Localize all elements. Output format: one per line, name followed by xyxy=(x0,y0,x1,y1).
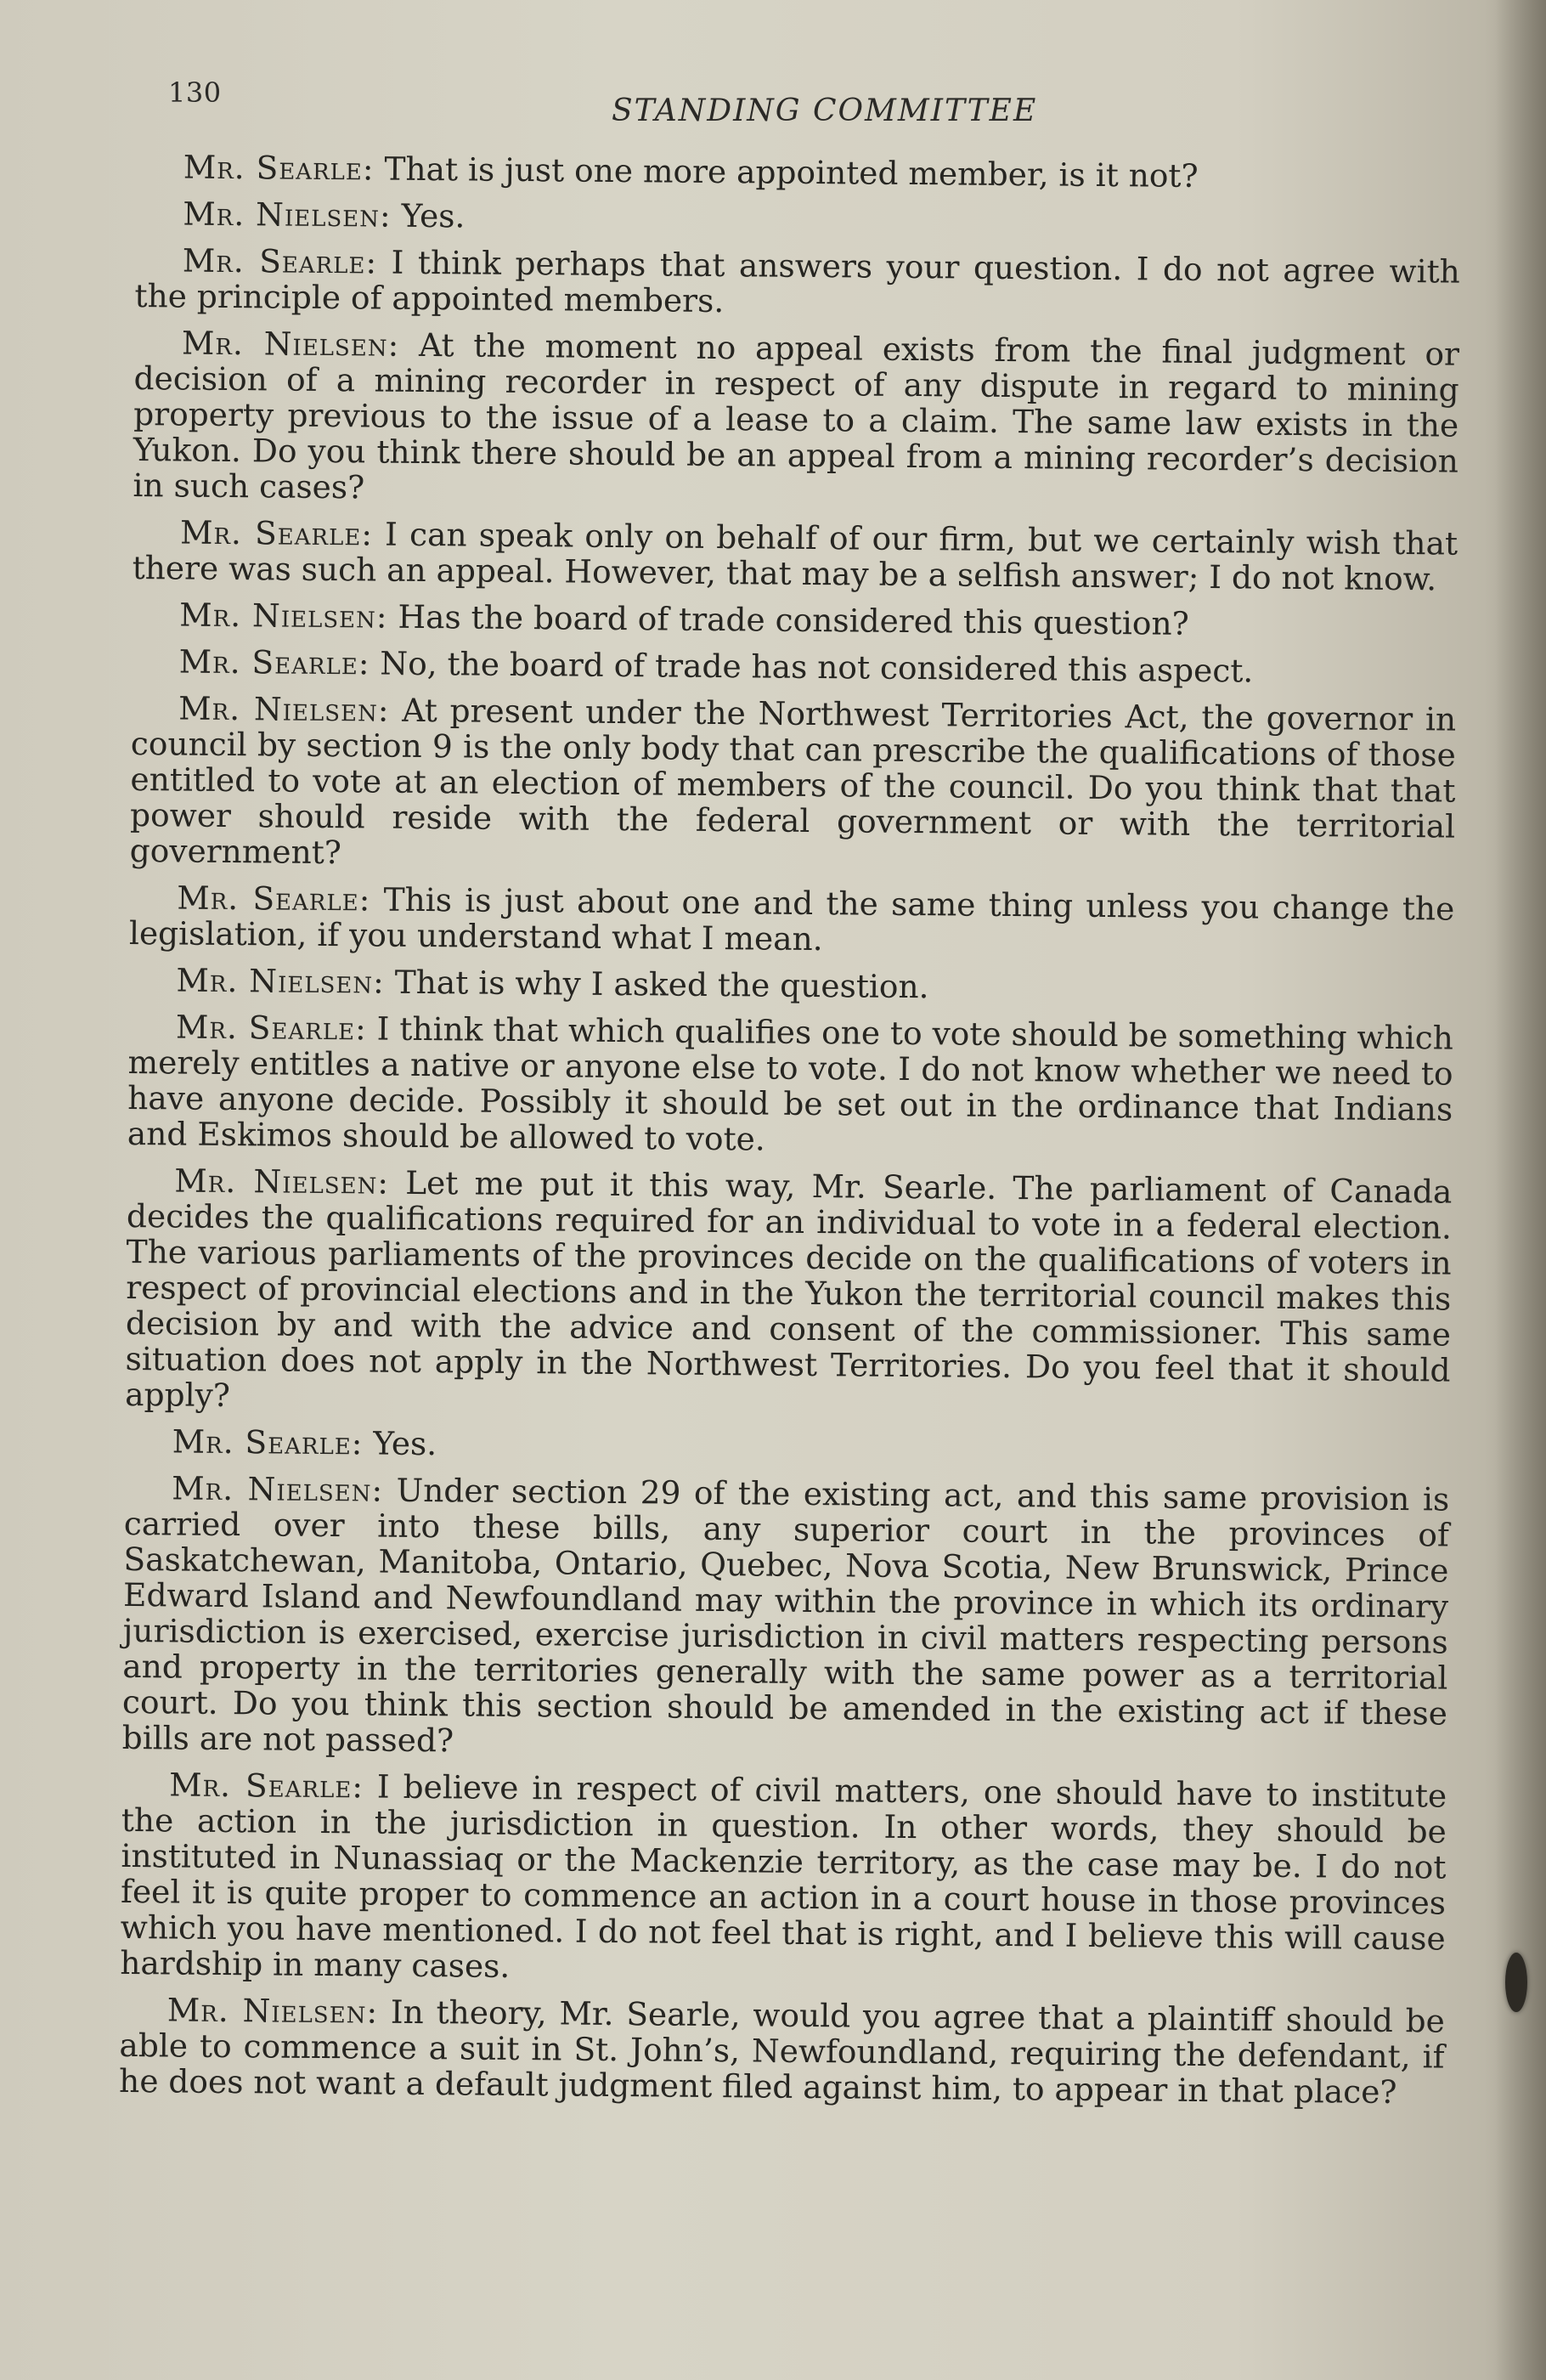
transcript-paragraph xyxy=(120,1767,1447,1993)
speech-text: At the moment no appeal exists from the final judgment or decision of a mining recorder in respect of any dispute in regard to mining property previous to the issue of a lease to a claim. The same law exists in the Yukon. Do you think there should be an appeal from a mining recorder’s decision in such cases? xyxy=(133,325,1460,506)
speech-text: In theory, Mr. Searle, would you agree that a plaintiff should be able to commence a suit in St. John’s, Newfoundland, requiring the defendant, if he does not want a default judgment filed against him, to appear in that place? xyxy=(118,1993,1446,2111)
transcript-paragraph xyxy=(132,596,1457,644)
transcript-paragraph xyxy=(135,195,1460,243)
speaker-label: Mr. Nielsen: xyxy=(183,195,392,235)
speaker-label: Mr. Searle: xyxy=(169,1766,364,1806)
speech-text: Has the board of trade considered this question? xyxy=(387,597,1189,642)
speech-text: Let me put it this way, Mr. Searle. The parliament of Canada decides the qualifications required for an individual to vote in a federal election. The various parliaments of the provinces decide on the qualifications of voters in respect of provincial elections and in the Yukon the territorial council makes this decision by and with the advice and consent of the commissioner. This same situation does not apply in the Northwest Territories. Do you feel that it should apply? xyxy=(125,1163,1453,1415)
transcript-paragraph xyxy=(133,514,1459,597)
page-header xyxy=(0,71,1546,139)
speaker-label: Mr. Searle: xyxy=(183,148,375,188)
speech-text: I believe in respect of civil matters, one should have to institute the action in the jurisdiction in question. In other words, they should be instituted in Nunassiaq or the Mackenzie territory, as the case may be. I do not feel it is quite proper to commence an action in a court house in those provinces which you have mentioned. I do not feel that is right, and I believe this will cause hardship in many cases. xyxy=(120,1767,1447,1985)
speaker-label: Mr. Searle: xyxy=(182,241,378,281)
transcript-paragraph xyxy=(130,690,1457,880)
transcript-paragraph xyxy=(127,1009,1453,1163)
speaker-label: Mr. Searle: xyxy=(177,879,371,919)
transcript-paragraph xyxy=(133,325,1459,515)
binding-shadow xyxy=(1495,0,1546,2380)
binding-hole xyxy=(1505,1953,1527,2012)
running-head: STANDING COMMITTEE xyxy=(612,93,1038,128)
page-number: 130 xyxy=(168,76,222,109)
speaker-label: Mr. Searle: xyxy=(179,513,374,553)
transcript-paragraph xyxy=(136,149,1461,196)
speaker-label: Mr. Nielsen: xyxy=(176,961,385,1001)
transcript-paragraph xyxy=(125,1423,1450,1471)
speech-text: I can speak only on behalf of our firm, but we certainly wish that there was such an appeal. However, that may be a selfish answer; I do not know. xyxy=(132,515,1459,598)
speech-text: Under section 29 of the existing act, and this same provision is carried over into these bills, any superior court in the provinces of Saskatchewan, Manitoba, Ontario, Quebec, Nova Scotia, New Brunswick, Prince Edward Island and Newfoundland may within the province in which its ordinary jurisdiction is exercised, exercise jurisdiction in civil matters respecting persons and property in the territories generally with the same power as a territorial court. Do you think this section should be amended in the existing act if these bills are not passed? xyxy=(121,1471,1450,1760)
speech-text: I think that which qualifies one to vote should be something which merely entitles a native or anyone else to vote. I do not know whether we need to have anyone decide. Possibly it should be set out in the ordinance that Indians and Eskimos should be allowed to vote. xyxy=(127,1009,1454,1158)
speaker-label: Mr. Nielsen: xyxy=(179,596,388,636)
transcript-paragraph xyxy=(119,1992,1445,2111)
speaker-label: Mr. Nielsen: xyxy=(166,1991,379,2031)
speaker-label: Mr. Searle: xyxy=(172,1422,364,1462)
speaker-label: Mr. Nielsen: xyxy=(172,1469,384,1509)
speech-text: Yes. xyxy=(363,1424,437,1463)
transcript-paragraph xyxy=(132,643,1457,691)
speaker-label: Mr. Searle: xyxy=(175,1008,367,1048)
transcript-paragraph xyxy=(129,879,1455,963)
speech-text: No, the board of trade has not considered this aspect. xyxy=(370,644,1254,690)
speech-text: Yes. xyxy=(391,196,465,235)
transcript-paragraph xyxy=(125,1162,1453,1424)
speech-text: That is just one more appointed member, is it not? xyxy=(374,150,1199,195)
speech-text: That is why I asked the question. xyxy=(384,963,929,1006)
speech-text: At present under the Northwest Territories Act, the governor in council by section 9 is the only body that can prescribe the qualifications of those entitled to vote at an election of members of the council. Do you think that that power should reside with the federal government or with the territorial government? xyxy=(129,691,1457,872)
speech-text: I think perhaps that answers your question. I do not agree with the principle of appointed members. xyxy=(134,243,1461,320)
speaker-label: Mr. Nielsen: xyxy=(181,324,400,364)
transcript-paragraph xyxy=(134,242,1460,325)
speech-text: This is just about one and the same thing unless you change the legislation, if you understand what I mean. xyxy=(128,880,1455,958)
speaker-label: Mr. Nielsen: xyxy=(178,689,390,729)
speaker-label: Mr. Nielsen: xyxy=(174,1162,390,1201)
transcript-paragraph xyxy=(121,1470,1449,1767)
transcript-paragraph xyxy=(128,962,1453,1009)
transcript-body xyxy=(119,149,1461,2122)
speaker-label: Mr. Searle: xyxy=(178,642,370,682)
